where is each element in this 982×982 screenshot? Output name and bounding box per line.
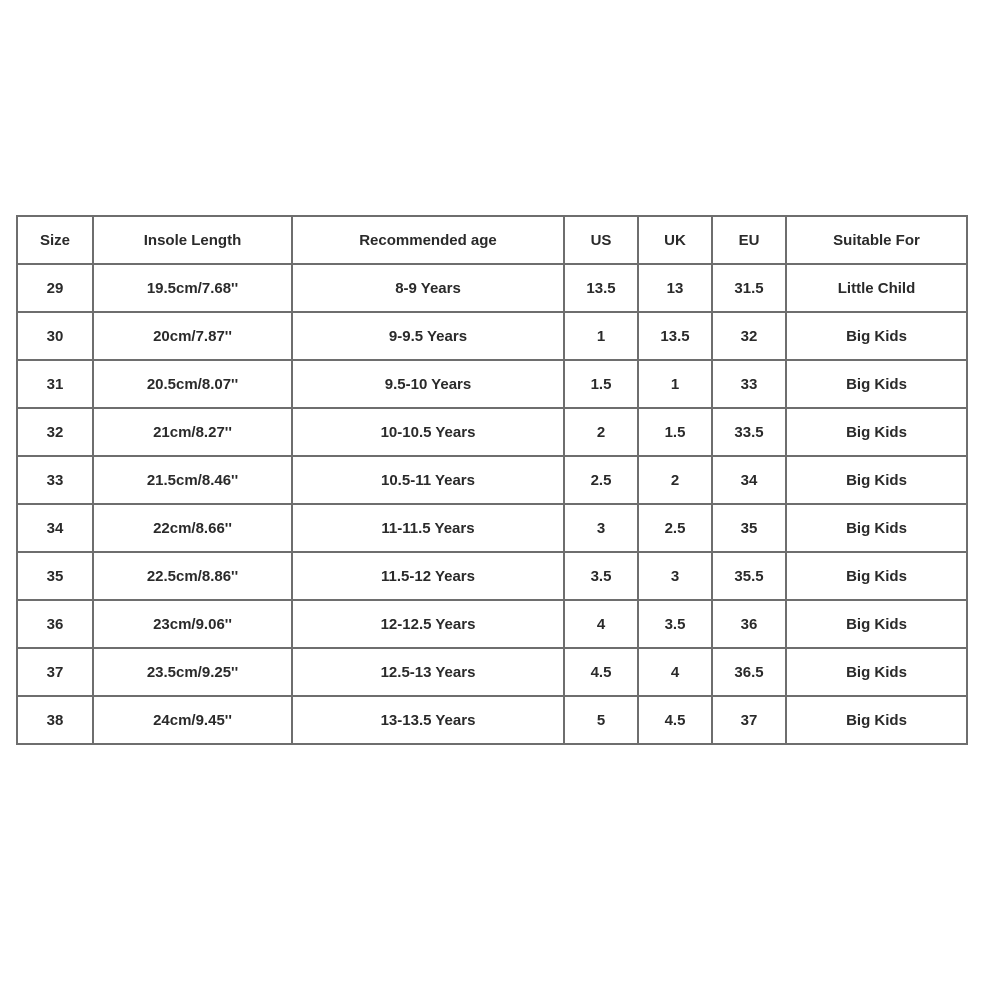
cell-size: 35: [17, 552, 93, 600]
header-size: Size: [17, 216, 93, 264]
cell-recommended-age: 11.5-12 Years: [292, 552, 564, 600]
cell-suitable-for: Big Kids: [786, 312, 967, 360]
table-row: [17, 408, 967, 456]
header-suitable-for: Suitable For: [786, 216, 967, 264]
cell-size: 31: [17, 360, 93, 408]
table-row: [17, 600, 967, 648]
cell-us: 2.5: [564, 456, 638, 504]
size-chart-table: [16, 215, 968, 745]
cell-us: 13.5: [564, 264, 638, 312]
cell-suitable-for: Big Kids: [786, 648, 967, 696]
cell-uk: 2: [638, 456, 712, 504]
table-header-row: [17, 216, 967, 264]
cell-us: 3.5: [564, 552, 638, 600]
cell-us: 4.5: [564, 648, 638, 696]
table-row: [17, 648, 967, 696]
cell-uk: 13: [638, 264, 712, 312]
cell-recommended-age: 10.5-11 Years: [292, 456, 564, 504]
cell-uk: 1.5: [638, 408, 712, 456]
cell-us: 2: [564, 408, 638, 456]
table-row: [17, 696, 967, 744]
cell-insole-length: 22.5cm/8.86'': [93, 552, 292, 600]
cell-size: 37: [17, 648, 93, 696]
table-row: [17, 264, 967, 312]
cell-size: 29: [17, 264, 93, 312]
header-insole-length: Insole Length: [93, 216, 292, 264]
cell-recommended-age: 11-11.5 Years: [292, 504, 564, 552]
cell-insole-length: 21.5cm/8.46'': [93, 456, 292, 504]
cell-us: 1: [564, 312, 638, 360]
header-recommended-age: Recommended age: [292, 216, 564, 264]
table-row: [17, 456, 967, 504]
cell-suitable-for: Big Kids: [786, 504, 967, 552]
table-row: [17, 360, 967, 408]
cell-suitable-for: Big Kids: [786, 456, 967, 504]
cell-uk: 3.5: [638, 600, 712, 648]
header-uk: UK: [638, 216, 712, 264]
cell-suitable-for: Big Kids: [786, 600, 967, 648]
cell-recommended-age: 9-9.5 Years: [292, 312, 564, 360]
table-row: [17, 504, 967, 552]
cell-size: 34: [17, 504, 93, 552]
cell-size: 30: [17, 312, 93, 360]
cell-size: 33: [17, 456, 93, 504]
cell-eu: 32: [712, 312, 786, 360]
cell-eu: 33: [712, 360, 786, 408]
cell-insole-length: 19.5cm/7.68'': [93, 264, 292, 312]
cell-eu: 33.5: [712, 408, 786, 456]
cell-eu: 35: [712, 504, 786, 552]
cell-us: 4: [564, 600, 638, 648]
cell-suitable-for: Big Kids: [786, 696, 967, 744]
header-us: US: [564, 216, 638, 264]
cell-uk: 1: [638, 360, 712, 408]
cell-insole-length: 20cm/7.87'': [93, 312, 292, 360]
cell-suitable-for: Little Child: [786, 264, 967, 312]
cell-insole-length: 22cm/8.66'': [93, 504, 292, 552]
cell-suitable-for: Big Kids: [786, 360, 967, 408]
cell-uk: 4: [638, 648, 712, 696]
cell-us: 1.5: [564, 360, 638, 408]
cell-eu: 36.5: [712, 648, 786, 696]
cell-size: 32: [17, 408, 93, 456]
cell-recommended-age: 12-12.5 Years: [292, 600, 564, 648]
cell-insole-length: 23.5cm/9.25'': [93, 648, 292, 696]
cell-recommended-age: 8-9 Years: [292, 264, 564, 312]
cell-suitable-for: Big Kids: [786, 552, 967, 600]
cell-insole-length: 21cm/8.27'': [93, 408, 292, 456]
cell-size: 38: [17, 696, 93, 744]
cell-us: 5: [564, 696, 638, 744]
cell-recommended-age: 12.5-13 Years: [292, 648, 564, 696]
cell-eu: 35.5: [712, 552, 786, 600]
cell-eu: 34: [712, 456, 786, 504]
cell-uk: 3: [638, 552, 712, 600]
cell-eu: 31.5: [712, 264, 786, 312]
cell-eu: 37: [712, 696, 786, 744]
cell-uk: 13.5: [638, 312, 712, 360]
cell-eu: 36: [712, 600, 786, 648]
table-row: [17, 552, 967, 600]
cell-recommended-age: 10-10.5 Years: [292, 408, 564, 456]
cell-uk: 4.5: [638, 696, 712, 744]
cell-recommended-age: 9.5-10 Years: [292, 360, 564, 408]
cell-insole-length: 24cm/9.45'': [93, 696, 292, 744]
cell-insole-length: 20.5cm/8.07'': [93, 360, 292, 408]
cell-insole-length: 23cm/9.06'': [93, 600, 292, 648]
cell-uk: 2.5: [638, 504, 712, 552]
header-eu: EU: [712, 216, 786, 264]
table-row: [17, 312, 967, 360]
cell-recommended-age: 13-13.5 Years: [292, 696, 564, 744]
cell-size: 36: [17, 600, 93, 648]
cell-suitable-for: Big Kids: [786, 408, 967, 456]
cell-us: 3: [564, 504, 638, 552]
